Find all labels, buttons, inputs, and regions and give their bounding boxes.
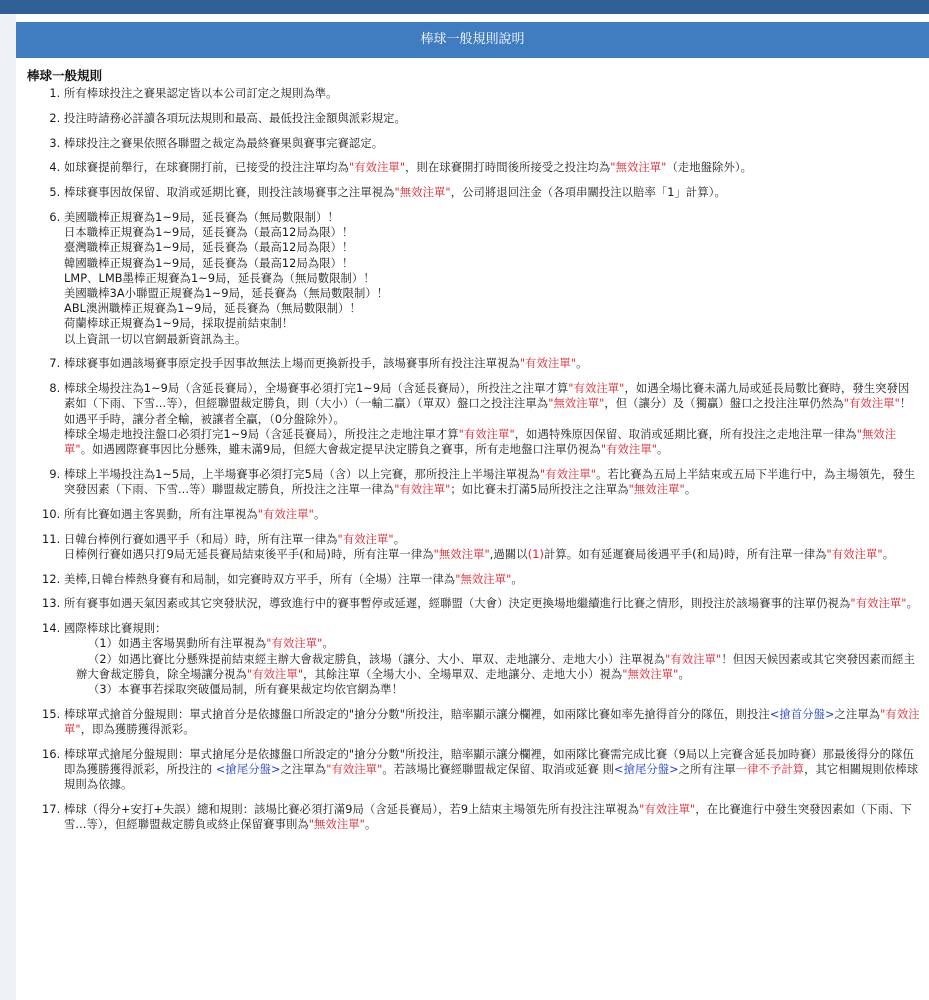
league-line: 6. 美國職棒正規賽為1~9局，延長賽為（無局數限制）！: [64, 210, 339, 224]
rule-heading: 14. 國際棒球比賽規則：: [64, 622, 167, 636]
rule-text: 之注單為: [834, 707, 881, 721]
rule-item-8: [64, 381, 920, 457]
rule-item-11: [64, 532, 920, 562]
rule-text: 之注單為: [280, 763, 327, 777]
valid-bet-highlight: "有效注單": [64, 707, 920, 737]
rule-text: ，公司將退回注金（各項串關投注以賠率「1」計算）。: [450, 186, 726, 200]
valid-bet-highlight: "有效注單": [600, 443, 658, 457]
valid-bet-highlight: "有效注單": [519, 357, 577, 371]
rule-text: 棒球投注之賽果依照各聯盟之裁定為最終賽果與賽事完賽認定。: [64, 136, 384, 150]
valid-bet-highlight: "有效注單": [539, 467, 597, 481]
rule-text: 。: [511, 572, 523, 586]
league-line: 日本職棒正規賽為1~9局，延長賽為（最高12局為限）！: [64, 226, 354, 240]
invalid-bet-highlight: "無效注單": [548, 397, 605, 411]
rule-item-3: [64, 136, 920, 151]
rule-item-9: [64, 467, 920, 497]
rule-text: 投注時請務必詳讀各項玩法規則和最高、最低投注金額與派彩規定。: [64, 111, 406, 125]
rule-text: 日韓台棒例行賽如遇平手（和局）時，所有注單一律為: [64, 532, 338, 546]
rule-text: ，如遇特殊原因保留、取消或延期比賽，所有投注之走地注單一律為: [514, 427, 857, 441]
rule-text: 。: [906, 597, 918, 611]
league-line: 韓國職棒正規賽為1~9局，延長賽為（最高12局為限）！: [64, 256, 354, 270]
rule-text: 之所有注單: [678, 763, 736, 777]
rule-item-6: [64, 210, 920, 347]
left-rail: [0, 14, 16, 1000]
valid-bet-highlight: "有效注單": [326, 763, 383, 777]
rule-text: （1）如遇主客場異動所有注單視為: [88, 637, 267, 651]
rule-text: ！如遇平手時，讓分者全輸，被讓者全贏，（0分盤除外）。: [64, 397, 912, 426]
rule-text: 棒球賽事如遇該場賽事原定投手因事故無法上場而更換新投手，該場賽事所有投注注單視為: [64, 357, 520, 371]
rule-text: 。: [657, 443, 669, 457]
valid-bet-highlight: "有效注單": [348, 161, 406, 175]
rule-text: 。若該場比賽經聯盟裁定保留、取消或延賽 則: [382, 763, 615, 777]
section-title: 棒球一般規則: [27, 68, 103, 83]
market-highlight: <搶尾分盤>: [614, 763, 679, 777]
rule-text: ,過關以: [489, 547, 528, 561]
valid-bet-highlight: "有效注單": [266, 637, 323, 651]
league-line: 荷蘭棒球正規賽為1~9局，採取提前結束制！: [64, 317, 294, 331]
valid-bet-highlight: "有效注單": [257, 507, 314, 521]
invalid-bet-highlight: "無效注單": [628, 483, 685, 497]
rule-item-2: [64, 111, 920, 126]
rule-text: 計算。如有延遲賽局後遇平手(和局)時，所有注單一律為: [544, 547, 827, 561]
valid-bet-highlight: "有效注單": [458, 427, 515, 441]
rule-text: 。: [364, 818, 377, 832]
sub-rule-3: （3）本賽事若採取突破僵局制，所有賽果裁定均依官網為準！: [88, 683, 404, 697]
rule-text: 日棒例行賽如遇只打9局无延長賽局結束後平手(和局)時，所有注單一律為: [64, 547, 434, 561]
rule-text: （走地盤除外）。: [666, 161, 752, 175]
invalid-bet-highlight: "無效注單": [394, 186, 451, 200]
rule-text: ，則在球賽開打時間後所接受之投注均為: [405, 161, 611, 175]
rule-text: ，其它相關規則依棒球規則為依據。: [64, 763, 919, 792]
odds-highlight: (1): [527, 547, 544, 561]
valid-bet-highlight: "有效注單": [843, 397, 900, 411]
rule-text: 美棒,日韓台棒熱身賽有和局制，如完賽時双方平手，所有（全場）注單一律為: [64, 572, 456, 586]
rule-text: 。: [678, 667, 690, 681]
valid-bet-highlight: "有效注單": [826, 547, 883, 561]
rule-text: 棒球全場走地投注盤口必須打完1~9局（含延長賽局），所投注之走地注單才算: [64, 427, 459, 441]
rule-text: ！但因天候因素或其它突發因素而經主辦大會裁定勝負，除全場讓分視為: [76, 652, 916, 681]
rule-item-12: [64, 572, 920, 587]
top-bar: [0, 0, 929, 14]
rule-item-16: [64, 747, 920, 793]
rule-text: 所有比賽如遇主客異動，所有注單視為: [64, 507, 258, 521]
invalid-bet-highlight: "無效注單": [308, 818, 365, 832]
invalid-bet-highlight: "無效注單": [622, 667, 679, 681]
rule-item-14: [64, 621, 920, 697]
rule-text: 棒球（得分+安打+失誤）總和規則：該場比賽必須打滿9局（含延長賽局），若9上結束主場領先所有投注注單視為: [64, 803, 640, 817]
invalid-bet-highlight: "無效注單": [455, 572, 512, 586]
rule-text: ，即為獲勝獲得派彩。: [80, 723, 195, 737]
valid-bet-highlight: "有效注單": [246, 667, 304, 681]
league-note: 以上資訊一切以官網最新資訊為主。: [64, 332, 247, 346]
rule-text: 。: [313, 507, 326, 521]
rule-text: 。: [576, 357, 588, 371]
invalid-bet-highlight: "無效注單": [433, 547, 490, 561]
rule-item-15: [64, 707, 920, 737]
valid-bet-highlight: "有效注單": [568, 382, 625, 396]
rule-item-5: [64, 185, 920, 200]
invalid-bet-highlight: "無效注單": [64, 427, 897, 457]
rules-list: [28, 86, 920, 842]
rule-item-10: [64, 507, 920, 522]
invalid-bet-highlight: "無效注單": [610, 161, 667, 175]
rule-text: 。如遇國際賽事因比分懸殊，雖未滿9局，但經大會裁定提早決定勝負之賽事，所有走地盤口注單仍視為: [80, 443, 601, 457]
valid-bet-highlight: "有效注單": [639, 803, 696, 817]
rule-item-17: [64, 802, 920, 832]
valid-bet-highlight: "有效注單": [665, 652, 722, 666]
valid-bet-highlight: "有效注單": [337, 532, 394, 546]
rule-text: 。: [882, 547, 895, 561]
not-counted-highlight: 一律不予計算: [735, 763, 805, 777]
sub-rule-2: [64, 652, 920, 682]
league-line: LMP、LMB墨棒正規賽為1~9局，延長賽為（無局數限制）！: [64, 271, 375, 285]
rule-text: ，如遇全場比賽未滿九局或延長局數比賽時，發生突發因素如（下雨、下雪...等），但經聯盟裁定勝負，則（大小）（一輸二贏）（單双）盤口之投注注單為: [64, 382, 910, 411]
rule-text: 。: [684, 483, 697, 497]
rule-text: 所有賽事如遇天氣因素或其它突發狀況，導致進行中的賽事暫停或延遲，經聯盟（大會）決定更換場地繼續進行比賽之情形，則投注於該場賽事的注單仍視為: [64, 597, 851, 611]
league-line: 美國職棒3A小聯盟正規賽為1~9局，延長賽為（無局數限制）！: [64, 287, 389, 300]
rule-text: 。: [393, 532, 406, 546]
sub-rule-1: [64, 636, 920, 651]
rule-text: 棒球上半場投注為1~5局，上半場賽事必須打完5局（含）以上完賽，那所投注上半場注單視為: [64, 467, 540, 481]
rule-text: ，但（讓分）及（獨贏）盤口之投注注單仍然為: [604, 397, 844, 411]
league-line: 臺灣職棒正規賽為1~9局，延長賽為（最高12局為限）！: [64, 241, 354, 255]
market-highlight: <搶尾分盤>: [215, 763, 281, 777]
market-highlight: <搶首分盤>: [769, 707, 835, 721]
page-title: 棒球一般規則說明: [16, 22, 929, 58]
rule-item-13: [64, 596, 920, 611]
rule-text: 棒球全場投注為1~9局（含延長賽局），全場賽事必須打完1~9局（含延長賽局），所投注之注單才算: [64, 382, 569, 396]
valid-bet-highlight: "有效注單": [850, 597, 907, 611]
rule-text: ，其餘注單（全場大小、全場單双、走地讓分、走地大小）視為: [303, 667, 623, 681]
rule-text: ；如比賽未打滿5局所投注之注單為: [450, 483, 629, 497]
rule-text: 棒球賽事因故保留、取消或延期比賽，則投注該場賽事之注單視為: [64, 186, 395, 200]
rule-text: 如球賽提前舉行，在球賽開打前，已接受的投注注單均為: [64, 161, 349, 175]
valid-bet-highlight: "有效注單": [394, 483, 451, 497]
rule-text: 棒球單式搶尾分盤規則：單式搶尾分是依據盤口所設定的"搶分分數"所投注，賠率顯示讓分欄裡，如兩隊比賽需完成比賽（9局以上完賽含延長加時賽）那最後得分的隊伍即為獲勝獲得派彩，所投注的: [64, 747, 914, 777]
rule-text: 棒球單式搶首分盤規則：單式搶首分是依據盤口所設定的"搶分分數"所投注，賠率顯示讓分欄裡，如兩隊比賽如率先搶得首分的隊伍，則投注: [64, 707, 770, 721]
rule-text: （2）如遇比賽比分懸殊提前結束經主辦大會裁定勝負，該場（讓分、大小、單双、走地讓分、走地大小）注單視為: [88, 652, 666, 666]
rule-text: 所有棒球投注之賽果認定皆以本公司訂定之規則為準。: [64, 87, 338, 100]
rule-item-4: [64, 160, 920, 175]
rule-item-1: [64, 86, 920, 101]
league-line: ABL澳洲職棒正規賽為1~9局，延長賽為（無局數限制）！: [64, 302, 361, 316]
rule-item-7: [64, 356, 920, 371]
rule-text: 。若比賽為五局上半結束或五局下半進行中，為主場領先，發生突發因素（下雨、下雪...等）聯盟裁定勝負，所投注之注單一律為: [64, 467, 916, 497]
rule-text: 。: [322, 637, 334, 651]
rule-text: ，在比賽進行中發生突發因素如（下雨、下雪...等），但經聯盟裁定勝負或終止保留賽事則為: [64, 803, 912, 832]
